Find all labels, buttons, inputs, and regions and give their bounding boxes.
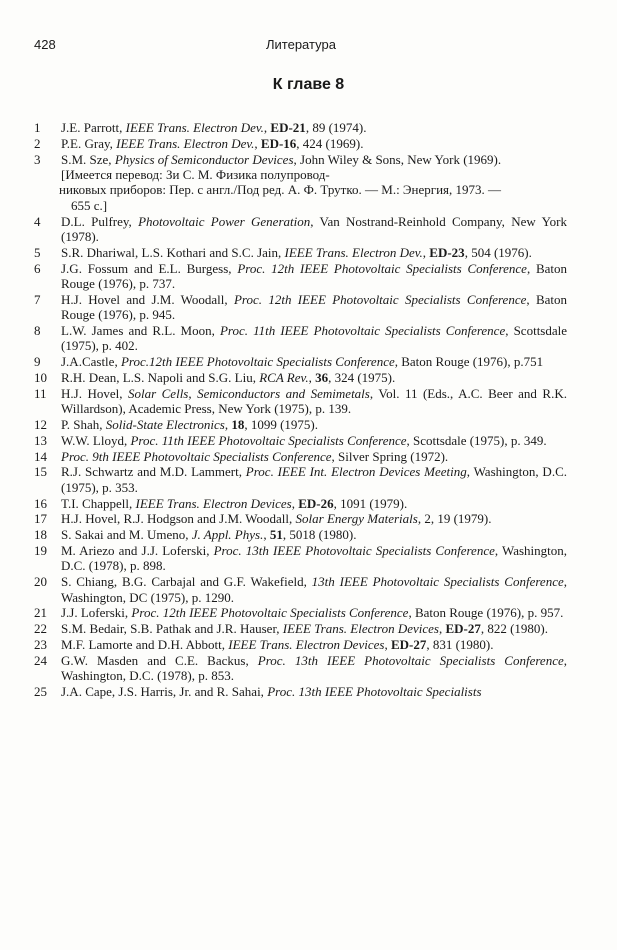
running-head <box>34 37 583 57</box>
reference-text <box>61 417 567 432</box>
reference-entry <box>34 496 567 511</box>
reference-number: 9 <box>34 354 41 370</box>
reference-number: 21 <box>34 605 47 621</box>
reference-segment: , Baton Rouge (1976), p. 957. <box>408 605 564 621</box>
reference-source-title: Proc. 13th IEEE Photovoltaic Specialists Conference <box>257 652 564 668</box>
reference-segment: , <box>224 417 232 433</box>
reference-number: 4 <box>34 213 41 229</box>
reference-text <box>61 574 567 605</box>
reference-number: 14 <box>34 448 47 464</box>
reference-segment: , <box>263 527 270 543</box>
reference-segment: , Van Nostrand-Reinhold Company, New York (1978). <box>61 213 567 245</box>
reference-source-title: Solid-State Electronics <box>105 417 225 433</box>
reference-segment: , Vol. 11 (Eds., A.C. Beer and R.K. Willardson), Academic Press, New York (1975), p. 139. <box>61 385 567 417</box>
reference-segment: R.J. Schwartz and M.D. Lammert, <box>61 464 246 480</box>
reference-segment: P.E. Gray, <box>61 135 117 151</box>
reference-source-title: IEEE Trans. Electron Dev. <box>125 120 264 135</box>
reference-number: 17 <box>34 511 47 527</box>
reference-volume: ED-21 <box>270 120 306 135</box>
reference-entry <box>34 605 567 620</box>
reference-entry <box>34 292 567 323</box>
reference-segment: T.I. Chappell, <box>61 495 136 511</box>
reference-segment: , 822 (1980). <box>480 621 549 637</box>
reference-segment: , <box>308 370 316 386</box>
reference-text <box>61 605 567 620</box>
reference-text <box>61 214 567 245</box>
reference-list <box>34 120 567 700</box>
reference-source-title: Proc. IEEE Int. Electron Devices Meeting <box>245 464 467 480</box>
reference-segment: , John Wiley & Sons, New York (1969). <box>293 151 502 167</box>
reference-segment: , <box>254 135 261 151</box>
reference-segment: , 89 (1974). <box>305 120 367 135</box>
reference-segment: S.M. Bedair, S.B. Pathak and J.R. Hauser, <box>61 621 283 637</box>
reference-segment: , 504 (1976). <box>464 244 532 260</box>
reference-source-title: Proc.12th IEEE Photovoltaic Specialists Conference <box>120 354 395 370</box>
reference-source-title: Proc. 11th IEEE Photovoltaic Specialists Conference <box>219 323 506 339</box>
translation-note <box>61 167 567 213</box>
reference-text <box>61 292 567 323</box>
reference-segment: H.J. Hovel, <box>61 385 128 401</box>
reference-segment: D.L. Pulfrey, <box>61 213 139 229</box>
reference-text <box>61 261 567 292</box>
reference-segment: , 1099 (1975). <box>244 417 318 433</box>
reference-volume: 18 <box>231 417 245 433</box>
reference-segment: , 2, 19 (1979). <box>417 511 492 527</box>
reference-segment: , Scottsdale (1975), p. 402. <box>61 323 568 354</box>
reference-entry <box>34 354 567 369</box>
reference-number: 1 <box>34 120 41 135</box>
reference-text <box>61 370 567 385</box>
reference-number: 23 <box>34 637 47 652</box>
reference-source-title: Solar Cells, Semiconductors and Semimetals <box>127 385 370 401</box>
reference-segment: J.J. Loferski, <box>61 605 132 621</box>
running-title: Литература <box>266 37 336 52</box>
reference-source-title: IEEE Trans. Electron Dev. <box>284 244 423 260</box>
reference-entry <box>34 370 567 385</box>
reference-segment: , Silver Spring (1972). <box>331 448 449 464</box>
reference-number: 6 <box>34 260 41 276</box>
reference-segment: , 324 (1975). <box>328 370 396 386</box>
reference-segment: , Scottsdale (1975), p. 349. <box>406 432 547 448</box>
reference-segment: J.A.Castle, <box>61 354 121 370</box>
reference-segment: , <box>384 637 391 652</box>
reference-volume: ED-26 <box>298 495 334 511</box>
reference-source-title: Proc. 13th IEEE Photovoltaic Specialists Conference <box>213 543 495 558</box>
reference-source-title: IEEE Trans. Electron Devices <box>228 637 385 652</box>
reference-segment: , Washington, D.C. (1978), p. 898. <box>61 543 567 574</box>
reference-segment: , <box>422 244 430 260</box>
reference-entry <box>34 511 567 526</box>
reference-entry <box>34 417 567 432</box>
reference-number: 11 <box>34 385 47 401</box>
reference-number: 8 <box>34 323 41 339</box>
reference-source-title: Photovoltaic Power Generation <box>138 213 311 229</box>
reference-source-title: Proc. 9th IEEE Photovoltaic Specialists Conference <box>61 448 332 464</box>
reference-volume: ED-27 <box>390 637 427 652</box>
reference-number: 7 <box>34 291 41 307</box>
reference-number: 22 <box>34 621 47 637</box>
reference-entry <box>34 637 567 652</box>
reference-entry <box>34 136 567 151</box>
translation-note-line: никовых приборов: Пер. с англ./Под ред. А. Ф. Трутко. — М.: Энергия, 1973. — <box>59 182 502 198</box>
reference-segment: , <box>438 621 446 637</box>
page-number: 428 <box>34 37 56 52</box>
reference-text <box>61 136 567 151</box>
reference-source-title: Proc. 12th IEEE Photovoltaic Specialists Conference <box>131 605 409 621</box>
reference-number: 20 <box>34 574 47 590</box>
reference-number: 5 <box>34 244 41 260</box>
reference-entry <box>34 464 567 495</box>
reference-segment: , Washington, D.C. (1975), p. 353. <box>61 464 567 495</box>
reference-number: 24 <box>34 652 47 668</box>
reference-number: 13 <box>34 432 47 448</box>
translation-note-line: 655 с.] <box>71 197 108 213</box>
reference-segment: W.W. Lloyd, <box>61 432 131 448</box>
reference-segment: L.W. James and R.L. Moon, <box>61 323 220 339</box>
reference-text <box>61 449 567 464</box>
reference-number: 12 <box>34 417 47 433</box>
reference-text <box>61 653 567 684</box>
reference-entry <box>34 152 567 214</box>
reference-entry <box>34 261 567 292</box>
reference-source-title: Physics of Semiconductor Devices <box>114 151 294 167</box>
reference-entry <box>34 120 567 135</box>
reference-volume: ED-16 <box>260 135 297 151</box>
reference-text <box>61 433 567 448</box>
reference-text <box>61 496 567 511</box>
reference-entry <box>34 214 567 245</box>
reference-source-title: IEEE Trans. Electron Devices <box>135 495 292 511</box>
reference-text <box>61 511 567 526</box>
reference-volume: 51 <box>269 527 283 543</box>
reference-segment: H.J. Hovel, R.J. Hodgson and J.M. Woodall, <box>61 511 296 527</box>
reference-number: 19 <box>34 543 47 558</box>
reference-segment: R.H. Dean, L.S. Napoli and S.G. Liu, <box>61 370 260 386</box>
reference-text <box>61 684 567 699</box>
reference-segment: G.W. Masden and C.E. Backus, <box>61 652 258 668</box>
reference-volume: ED-23 <box>429 244 465 260</box>
reference-text <box>61 386 567 417</box>
reference-segment: M.F. Lamorte and D.H. Abbott, <box>61 637 229 652</box>
reference-source-title: Proc. 11th IEEE Photovoltaic Specialists Conference <box>130 432 407 448</box>
reference-entry <box>34 245 567 260</box>
reference-segment: , Baton Rouge (1976), p. 945. <box>61 291 568 323</box>
reference-source-title: Proc. 12th IEEE Photovoltaic Specialists Conference <box>237 260 527 276</box>
chapter-heading: К главе 8 <box>272 76 345 93</box>
translation-note-line: [Имеется перевод: Зи С. М. Физика полупровод- <box>61 167 330 182</box>
reference-entry <box>34 449 567 464</box>
reference-number: 10 <box>34 370 47 386</box>
reference-source-title: Proc. 13th IEEE Photovoltaic Specialists <box>267 684 482 699</box>
reference-segment: , 424 (1969). <box>296 135 364 151</box>
reference-number: 16 <box>34 495 47 511</box>
reference-segment: S.M. Sze, <box>61 151 115 167</box>
reference-entry <box>34 433 567 448</box>
reference-segment: , <box>291 495 299 511</box>
reference-text <box>61 621 567 636</box>
reference-volume: 36 <box>315 370 329 386</box>
reference-source-title: IEEE Trans. Electron Devices <box>282 621 439 637</box>
reference-entry <box>34 653 567 684</box>
reference-text <box>61 354 567 369</box>
reference-text <box>61 527 567 542</box>
reference-entry <box>34 621 567 636</box>
reference-entry <box>34 527 567 542</box>
reference-number: 15 <box>34 464 47 480</box>
reference-segment: J.G. Fossum and E.L. Burgess, <box>61 260 238 276</box>
reference-segment: H.J. Hovel and J.M. Woodall, <box>61 291 234 307</box>
reference-segment: J.E. Parrott, <box>61 120 126 135</box>
reference-segment: , 1091 (1979). <box>333 495 408 511</box>
reference-text <box>61 245 567 260</box>
reference-segment: , 5018 (1980). <box>282 527 357 543</box>
reference-segment: , Baton Rouge (1976), p. 737. <box>61 260 568 292</box>
reference-segment: M. Ariezo and J.J. Loferski, <box>61 543 214 558</box>
reference-text <box>61 120 567 135</box>
reference-segment: , 831 (1980). <box>426 637 494 652</box>
reference-entry <box>34 574 567 605</box>
reference-segment: , Washington, DC (1975), p. 1290. <box>61 574 567 605</box>
reference-segment: J.A. Cape, J.S. Harris, Jr. and R. Sahai, <box>61 684 268 699</box>
reference-segment: S. Chiang, B.G. Carbajal and G.F. Wakefield, <box>61 574 312 590</box>
reference-source-title: Solar Energy Materials <box>295 511 418 527</box>
reference-segment: S.R. Dhariwal, L.S. Kothari and S.C. Jain, <box>61 244 285 260</box>
reference-number: 25 <box>34 684 47 699</box>
reference-text <box>61 637 567 652</box>
reference-segment: P. Shah, <box>61 417 106 433</box>
reference-entry <box>34 386 567 417</box>
reference-entry <box>34 323 567 354</box>
reference-segment: , <box>263 120 271 135</box>
reference-segment: S. Sakai and M. Umeno, <box>61 527 192 543</box>
reference-number: 2 <box>34 135 41 151</box>
reference-source-title: 13th IEEE Photovoltaic Specialists Conference <box>311 574 564 590</box>
reference-segment: , Washington, D.C. (1978), p. 853. <box>61 652 567 684</box>
reference-number: 18 <box>34 527 47 543</box>
reference-entry <box>34 543 567 574</box>
reference-text <box>61 323 567 354</box>
reference-source-title: IEEE Trans. Electron Dev. <box>116 135 255 151</box>
reference-source-title: J. Appl. Phys. <box>191 527 264 543</box>
reference-volume: ED-27 <box>445 621 481 637</box>
reference-source-title: RCA Rev. <box>259 370 309 386</box>
reference-text <box>61 152 567 214</box>
reference-segment: , Baton Rouge (1976), p.751 <box>394 354 544 370</box>
reference-entry <box>34 684 567 699</box>
reference-text <box>61 543 567 574</box>
reference-source-title: Proc. 12th IEEE Photovoltaic Specialists Conference <box>233 291 527 307</box>
reference-text <box>61 464 567 495</box>
reference-number: 3 <box>34 151 41 167</box>
